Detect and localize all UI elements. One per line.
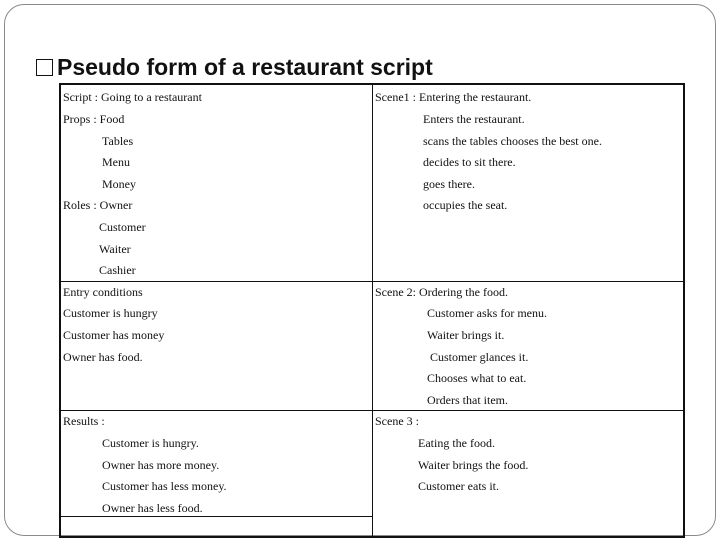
entry-item: Customer has money — [63, 328, 165, 342]
slide-title — [36, 54, 433, 81]
scene2-step: Chooses what to eat. — [427, 371, 527, 385]
scene3-step: Eating the food. — [418, 436, 495, 450]
roles-line: Roles : Owner — [63, 198, 133, 212]
entry-item: Customer is hungry — [63, 306, 158, 320]
column-divider — [372, 85, 373, 536]
scene1-step: occupies the seat. — [423, 198, 508, 212]
scene1-step: scans the tables chooses the best one. — [423, 134, 602, 148]
props-line: Props : Food — [63, 112, 125, 126]
scene1-step: Enters the restaurant. — [423, 112, 525, 126]
role-item: Customer — [99, 220, 146, 234]
row-divider-results — [61, 410, 683, 411]
result-item: Customer is hungry. — [102, 436, 199, 450]
scene1-heading: Scene1 : Entering the restaurant. — [375, 90, 532, 104]
result-item: Owner has less food. — [102, 501, 203, 515]
scene3-heading: Scene 3 : — [375, 414, 419, 428]
entry-heading: Entry conditions — [63, 285, 143, 299]
role-item: Cashier — [99, 263, 136, 277]
scene1-step: goes there. — [423, 177, 475, 191]
result-item: Customer has less money. — [102, 479, 227, 493]
prop-item: Money — [102, 177, 136, 191]
scene2-step: Orders that item. — [427, 393, 508, 407]
scene2-step: Waiter brings it. — [427, 328, 505, 342]
entry-item: Owner has food. — [63, 350, 143, 364]
scene2-heading: Scene 2: Ordering the food. — [375, 285, 508, 299]
bullet-box-icon — [36, 59, 53, 76]
scene1-step: decides to sit there. — [423, 155, 516, 169]
scene3-step: Customer eats it. — [418, 479, 499, 493]
scene2-step: Customer asks for menu. — [427, 306, 547, 320]
results-heading: Results : — [63, 414, 105, 428]
slide-title-text: Pseudo form of a restaurant script — [57, 54, 433, 80]
script-line: Script : Going to a restaurant — [63, 90, 202, 104]
row-divider-bottom — [61, 516, 372, 517]
row-divider-entry — [61, 281, 683, 282]
role-item: Waiter — [99, 242, 131, 256]
scene3-step: Waiter brings the food. — [418, 458, 529, 472]
result-item: Owner has more money. — [102, 458, 220, 472]
prop-item: Tables — [102, 134, 134, 148]
prop-item: Menu — [102, 155, 130, 169]
scene2-step: Customer glances it. — [430, 350, 529, 364]
